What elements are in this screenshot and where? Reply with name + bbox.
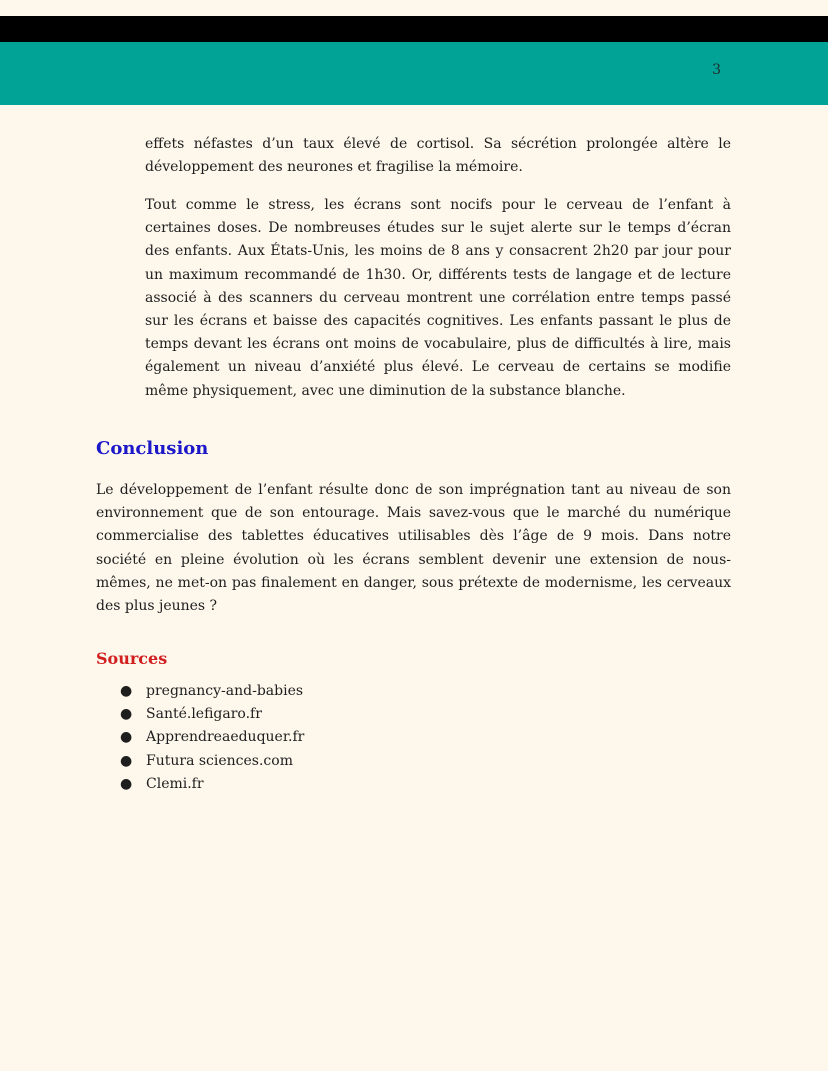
header-teal-bar [0,42,828,105]
source-label: Futura sciences.com [146,752,293,769]
page-number: 3 [712,62,721,78]
body-paragraph-2: Tout comme le stress, les écrans sont nocifs pour le cerveau de l’enfant à certaines doses. De nombreuses études sur le sujet alerte sur le temps d’écran des enfants. Aux États-Unis, les moins de 8 ans y consacrent 2h20 par jour pour un maximum recommandé de 1h30. Or, différents tests de langage et de lecture associé à des scanners du cerveau montrent une corrélation entre temps passé sur les écrans et baisse des capacités cognitives. Les enfants passant le plus de temps devant les écrans ont moins de vocabulaire, plus de difficultés à lire, mais également un niveau d’anxiété plus élevé. Le cerveau de certains se modifie même physiquement, avec une diminution de la substance blanche. [145,197,731,399]
source-label: Santé.lefigaro.fr [146,706,262,723]
sources-list [120,680,304,796]
bullet-icon: ● [120,683,133,699]
bullet-icon: ● [120,775,133,792]
conclusion-paragraph: Le développement de l’enfant résulte donc de son imprégnation tant au niveau de son environnement que de son entourage. Mais savez-vous que le marché du numérique commercialise des tablettes éducatives utilisables dès l’âge de 9 mois. Dans notre société en pleine évolution où les écrans semblent devenir une extension de nous-mêmes, ne met-on pas finalement en danger, sous prétexte de modernisme, les cerveaux des plus jeunes ? [96,482,731,615]
bullet-icon: ● [120,752,133,769]
list-item [120,703,304,726]
source-label: Apprendreaeduquer.fr [146,729,305,746]
list-item [120,680,304,703]
bullet-icon: ● [120,706,133,723]
conclusion-heading: Conclusion [96,438,209,459]
header-black-bar [0,16,828,42]
list-item [120,726,304,749]
list-item [120,750,304,773]
sources-heading: Sources [96,649,168,668]
source-label: Clemi.fr [146,775,204,792]
list-item [120,773,304,796]
body-paragraph-1: effets néfastes d’un taux élevé de cortisol. Sa sécrétion prolongée altère le développement des neurones et fragilise la mémoire. [145,136,731,176]
source-label: pregnancy-and-babies [146,683,304,699]
bullet-icon: ● [120,729,133,746]
